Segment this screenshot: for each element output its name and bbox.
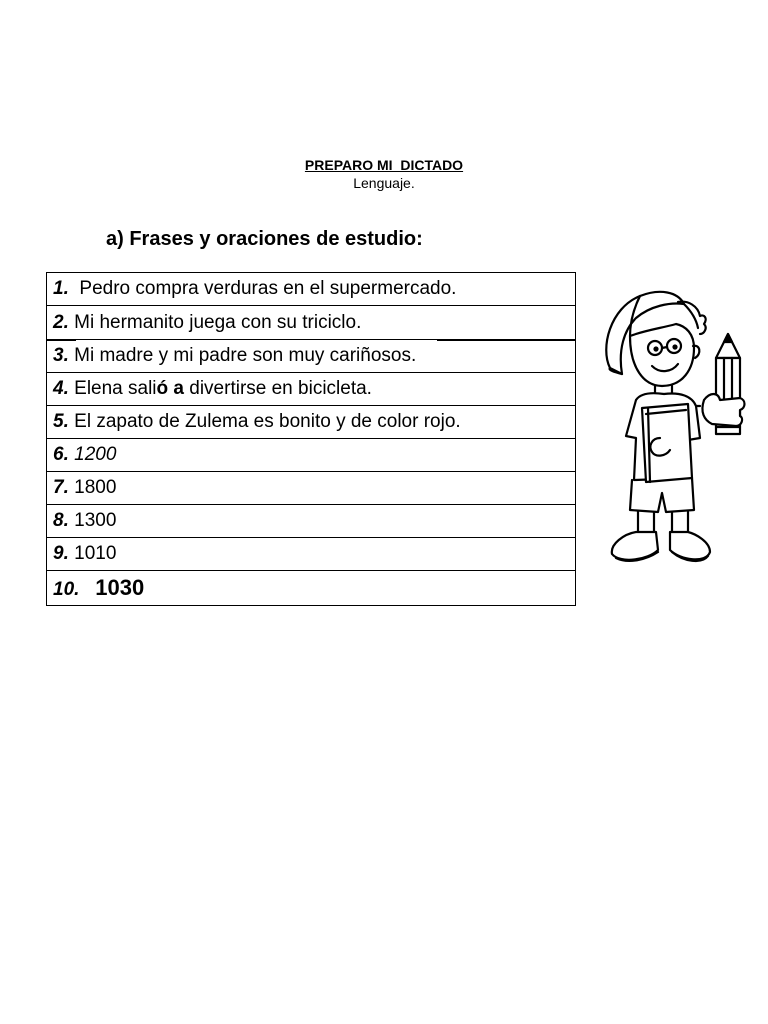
dictation-table — [46, 272, 576, 606]
row-number: 7. — [53, 477, 69, 498]
row-number: 6. — [53, 444, 69, 465]
row-text: 1800 — [74, 477, 117, 498]
table-cell — [47, 306, 576, 340]
row-number: 3. — [53, 345, 69, 366]
boy-with-book-and-pencil-icon — [600, 288, 750, 573]
row-text: El zapato de Zulema es bonito y de color rojo. — [74, 411, 461, 432]
row-number: 9. — [53, 543, 69, 564]
table-row — [47, 373, 576, 406]
table-row — [47, 439, 576, 472]
row-text: Mi hermanito juega con su triciclo. — [74, 311, 362, 333]
table-row — [47, 505, 576, 538]
page-title: PREPARO MI DICTADO — [304, 157, 464, 173]
stray-underline-right — [437, 340, 576, 341]
table-row — [47, 306, 576, 340]
page-subtitle: Lenguaje. — [353, 175, 415, 191]
table-row — [47, 571, 576, 606]
row-number: 4. — [53, 378, 69, 399]
table-cell — [47, 406, 576, 439]
stray-underline-left — [46, 340, 76, 341]
row-number: 2. — [53, 311, 69, 333]
table-cell — [47, 273, 576, 306]
row-number: 8. — [53, 510, 69, 531]
table-row — [47, 406, 576, 439]
table-cell — [47, 439, 576, 472]
row-text: divertirse en bicicleta. — [183, 378, 372, 399]
table-cell — [47, 505, 576, 538]
table-row — [47, 538, 576, 571]
row-text: Mi madre y mi padre son muy cariñosos. — [74, 345, 417, 366]
row-text: 1200 — [74, 444, 117, 465]
row-text: Elena sali — [74, 378, 157, 399]
row-number: 1. — [53, 278, 69, 299]
row-number: 5. — [53, 411, 69, 432]
table-row — [47, 472, 576, 505]
section-heading: a) Frases y oraciones de estudio: — [106, 228, 423, 250]
table-cell — [47, 340, 576, 373]
table-cell — [47, 472, 576, 505]
row-text: 1030 — [95, 575, 145, 600]
table-cell — [47, 373, 576, 406]
table-row — [47, 340, 576, 373]
row-text: Pedro compra verduras en el supermercado. — [74, 278, 457, 299]
row-number: 10. — [53, 579, 80, 600]
table-cell — [47, 571, 576, 606]
table-row — [47, 273, 576, 306]
table-cell — [47, 538, 576, 571]
row-text-bold: ó a — [156, 378, 184, 399]
row-text: 1300 — [74, 510, 117, 531]
row-text: 1010 — [74, 543, 117, 564]
